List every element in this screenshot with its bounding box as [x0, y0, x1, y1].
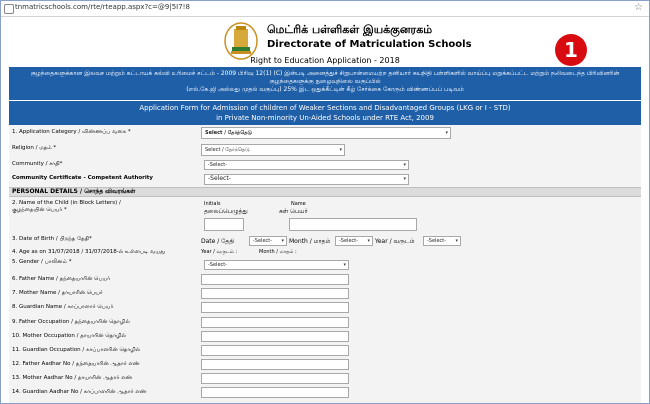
name-label-tamil: கள் பெயர் — [279, 208, 308, 215]
community-label: Community / சாதி* — [12, 161, 63, 167]
form-field-row — [9, 387, 641, 399]
dob-month-select[interactable] — [335, 236, 373, 246]
age-label: 4. Age as on 31/07/2018 / 31/07/2018-ல் உள்ளபடி வயது — [12, 249, 165, 255]
dropdown-arrow-icon: ▾ — [339, 147, 342, 153]
father-aadhar-input[interactable] — [201, 359, 349, 370]
page-title: Right to Education Application - 2018 — [250, 56, 400, 65]
child-name-label-tamil: குழந்தையின் பெயர் * — [12, 207, 67, 213]
dob-year-label: Year / வருடம் — [375, 238, 415, 245]
age-year-label: Year / வருடம் : — [201, 249, 238, 255]
guardian-aadhar-input[interactable] — [201, 387, 349, 398]
address-bar[interactable] — [1, 1, 649, 17]
dropdown-arrow-icon: ▾ — [455, 238, 458, 244]
form-field-row — [9, 317, 641, 329]
community-certificate-label: Community Certificate - Competent Authority — [12, 175, 153, 181]
form-field-row — [9, 288, 641, 300]
banner-line-3: (எல்.கே.ஜி அல்லது முதல் வகுப்பு) 25% இட ஒதுக்கீட்டின் கீழ் சேர்க்கை கோரும் விண்ணப்பப் படிவம் — [186, 86, 464, 93]
dob-month-label: Month / மாதம் — [289, 238, 331, 245]
guardian-aadhar-label: 14. Guardian Aadhar No / காப்பாளரின் ஆதார் எண் — [12, 389, 147, 395]
dropdown-arrow-icon: ▾ — [281, 238, 284, 244]
father-name-input[interactable] — [201, 274, 349, 285]
banner-line-1: குழந்தைகளுக்கான இலவச மற்றும் கட்டாயக் கல்வி உரிமைச் சட்டம் - 2009 பிரிவு 12(1) (C) இன்படி அனைத்துச் சிறுபான்மையற்ற தனியார் சுயநிதி பள்ளிகளில் வாய்ப்பு மறுக்கப்பட்ட மற்றும் நலிவடைந்த பிரிவினரின் — [30, 70, 620, 77]
dob-date-select[interactable] — [249, 236, 287, 246]
mother-name-input[interactable] — [201, 288, 349, 299]
child-name-label: 2. Name of the Child (in Block Letters) / — [12, 200, 121, 206]
personal-details-title: PERSONAL DETAILS / சொந்த விவரங்கள் — [12, 188, 136, 195]
dropdown-arrow-icon: ▾ — [445, 130, 448, 136]
mother-aadhar-input[interactable] — [201, 373, 349, 384]
guardian-occupation-label: 11. Guardian Occupation / காப்பாளரின் தொழில் — [12, 347, 141, 353]
gender-label: 5. Gender / பாலினம் * — [12, 259, 72, 265]
application-category-label: 1. Application Category / விண்ணப்ப வகை * — [12, 129, 131, 135]
father-aadhar-label: 12. Father Aadhar No / தந்தையாரின் ஆதார் எண் — [12, 361, 140, 367]
guardian-name-input[interactable] — [201, 302, 349, 313]
community-certificate-value: -Select- — [208, 175, 231, 182]
application-category-row — [9, 127, 641, 141]
dob-date-value: -Select- — [253, 238, 273, 244]
form-field-row — [9, 274, 641, 286]
dob-year-value: -Select- — [427, 238, 447, 244]
tamil-info-banner — [9, 67, 641, 100]
directorate-title-tamil: மெட்ரிக் பள்ளிகள் இயக்குனரகம் — [267, 23, 433, 36]
religion-select[interactable] — [201, 144, 345, 156]
guardian-occupation-input[interactable] — [201, 345, 349, 356]
dob-year-select[interactable] — [423, 236, 461, 246]
date-of-birth-row — [9, 234, 641, 248]
religion-value: Select / தேர்ந்தெடு — [205, 147, 250, 153]
mother-aadhar-label: 13. Mother Aadhar No / தாயாரின் ஆதார் எண் — [12, 375, 133, 381]
banner-line-2: குழந்தைகளுக்கு நுழைவுநிலை வகுப்பில் — [269, 78, 381, 85]
father-name-label: 6. Father Name / தந்தையாரின் பெயர் — [12, 276, 111, 282]
father-occupation-input[interactable] — [201, 317, 349, 328]
dob-date-label: Date / தேதி — [201, 238, 235, 245]
child-name-row — [9, 198, 641, 232]
directorate-title-english: Directorate of Matriculation Schools — [267, 39, 472, 50]
initials-label-tamil: தலைப்பெழுத்து — [204, 208, 248, 215]
age-month-label: Month / மாதம் : — [259, 249, 297, 255]
dropdown-arrow-icon: ▾ — [403, 176, 406, 182]
step-number-badge: 1 — [555, 34, 587, 66]
age-row — [9, 248, 641, 258]
application-category-select[interactable] — [201, 127, 451, 139]
form-field-row — [9, 373, 641, 385]
child-name-input[interactable] — [289, 218, 417, 231]
guardian-name-label: 8. Guardian Name / காப்பாளார் பெயர் — [12, 304, 114, 310]
religion-label: Religion / மதம் * — [12, 145, 57, 151]
personal-details-section-header — [9, 187, 641, 197]
form-field-row — [9, 359, 641, 371]
gender-select[interactable] — [204, 260, 349, 270]
bookmark-star-icon[interactable]: ☆ — [634, 2, 643, 13]
community-certificate-row — [9, 174, 641, 186]
dropdown-arrow-icon: ▾ — [343, 262, 346, 268]
gender-row — [9, 259, 641, 271]
community-certificate-select[interactable] — [204, 174, 409, 185]
community-value: -Select- — [208, 162, 228, 168]
initials-label: Initials — [204, 201, 221, 207]
form-field-row — [9, 331, 641, 343]
initials-input[interactable] — [204, 218, 244, 231]
page-icon — [4, 4, 14, 14]
dropdown-arrow-icon: ▾ — [403, 162, 406, 168]
form-field-row — [9, 345, 641, 357]
form-field-row — [9, 302, 641, 314]
mother-occupation-input[interactable] — [201, 331, 349, 342]
gender-value: -Select- — [208, 262, 228, 268]
community-row — [9, 160, 641, 172]
date-of-birth-label: 3. Date of Birth / பிறந்த தேதி* — [12, 236, 92, 242]
url-text[interactable]: tnmatricschools.com/rte/rteapp.aspx?c=@9|5I7!8 — [15, 3, 190, 11]
father-occupation-label: 9. Father Occupation / தந்தையாரின் தொழில் — [12, 319, 130, 325]
english-info-banner — [9, 101, 641, 125]
banner2-line-1: Application Form for Admission of children of Weaker Sections and Disadvantaged Groups (LKG or I - STD) — [139, 104, 511, 112]
mother-occupation-label: 10. Mother Occupation / தாயாரின் தொழில் — [12, 333, 127, 339]
community-select[interactable] — [204, 160, 409, 170]
banner2-line-2: in Private Non-minority Un-Aided Schools under RTE Act, 2009 — [216, 114, 434, 122]
application-category-value: Select / தேர்ந்தெடு — [205, 130, 252, 136]
dropdown-arrow-icon: ▾ — [367, 238, 370, 244]
mother-name-label: 7. Mother Name / தாயாரின் பெயர் — [12, 290, 103, 296]
name-label: Name — [291, 201, 306, 207]
tamilnadu-emblem-icon — [223, 21, 259, 61]
dob-month-value: -Select- — [339, 238, 359, 244]
religion-row — [9, 144, 641, 158]
